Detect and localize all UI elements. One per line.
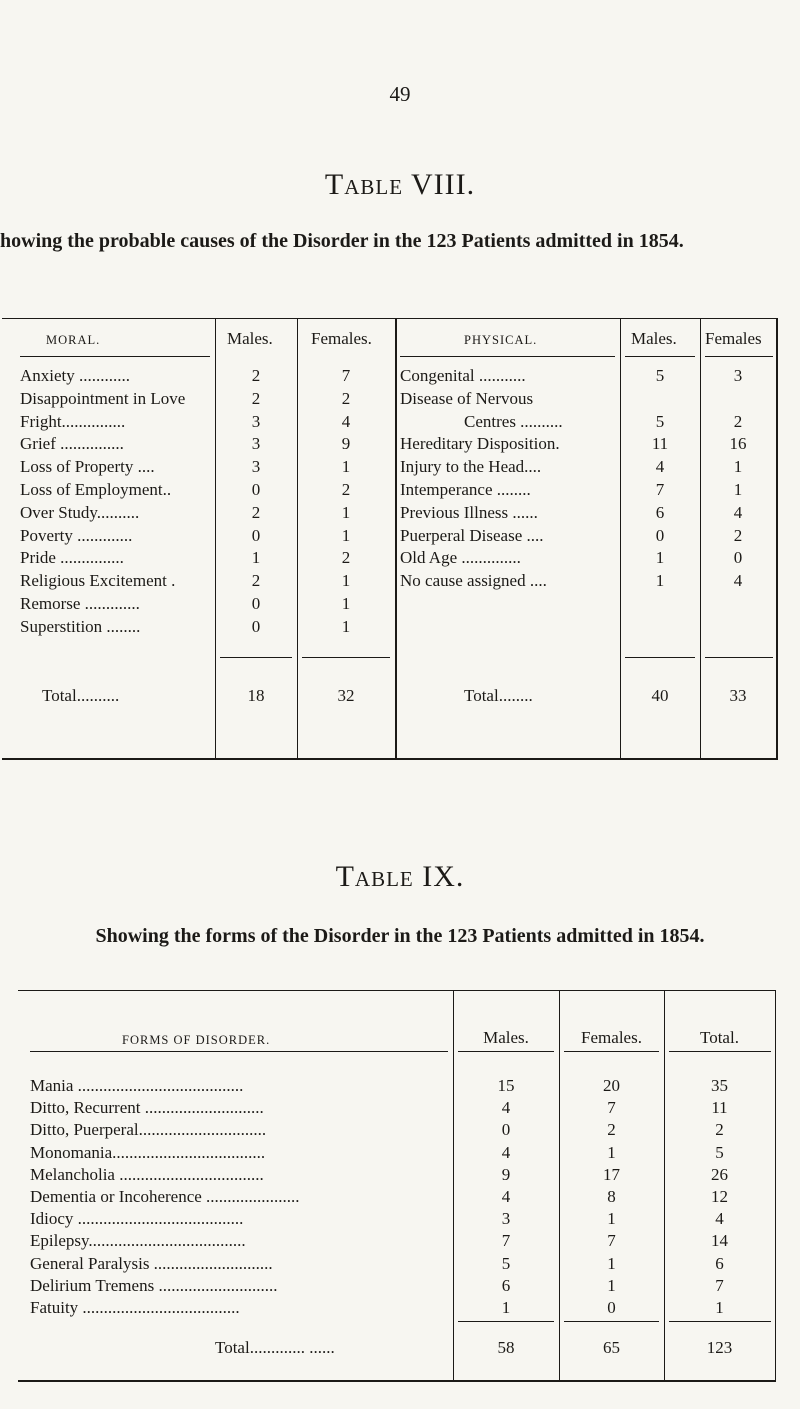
table9-top-rule xyxy=(18,990,776,991)
physical-males: 4 xyxy=(655,457,665,477)
moral-cause: Disappointment in Love xyxy=(20,388,186,408)
physical-cause: Intemperance ........ xyxy=(400,480,531,499)
form-males: 4 xyxy=(501,1142,511,1162)
form-males: 6 xyxy=(501,1275,511,1295)
form-total: 26 xyxy=(711,1164,728,1184)
physical-males: 6 xyxy=(655,502,665,522)
table9-header-rule xyxy=(458,1051,554,1052)
moral-cause: Religious Excitement . xyxy=(20,571,176,591)
physical-females: 16 xyxy=(729,434,747,454)
form-females: 20 xyxy=(603,1076,620,1095)
moral-cause: Anxiety ............ xyxy=(20,366,131,385)
physical-cause: No cause assigned .... xyxy=(400,571,547,591)
form-females: 7 xyxy=(607,1231,616,1251)
moral-males: 3 xyxy=(251,457,261,477)
moral-cause: Loss of Property .... xyxy=(20,457,155,477)
form-name: Dementia or Incoherence ...................... xyxy=(30,1187,300,1206)
physical-males: 5 xyxy=(655,366,665,385)
moral-cause: Loss of Employment.. xyxy=(20,480,172,499)
form-males: 1 xyxy=(501,1298,511,1317)
moral-males: 3 xyxy=(251,411,261,431)
physical-males: 1 xyxy=(655,571,665,591)
moral-females: 1 xyxy=(341,502,351,522)
form-total: 7 xyxy=(715,1275,724,1295)
form-name: Monomania.................................... xyxy=(30,1142,266,1162)
physical-cause: Injury to the Head.... xyxy=(400,457,542,477)
form-females: 1 xyxy=(607,1142,616,1162)
moral-males: 0 xyxy=(251,480,261,499)
form-males: 9 xyxy=(501,1164,511,1184)
form-males: 15 xyxy=(497,1076,515,1095)
physical-males: 5 xyxy=(655,411,665,431)
form-total: 11 xyxy=(711,1098,728,1118)
moral-females: 1 xyxy=(341,457,351,477)
form-females: 17 xyxy=(603,1164,620,1184)
table9-females-header: Females. xyxy=(581,1028,642,1047)
table9-caption: Table IX. xyxy=(335,860,465,893)
table8-bottom-rule xyxy=(2,758,778,760)
forms-total-males: 58 xyxy=(497,1338,515,1357)
physical-cause: Disease of Nervous xyxy=(400,388,534,408)
table8-total-rule xyxy=(705,657,773,658)
forms-total-females: 65 xyxy=(603,1338,620,1357)
moral-cause: Over Study.......... xyxy=(20,502,140,522)
moral-males: 0 xyxy=(251,616,261,636)
form-females: 2 xyxy=(607,1120,616,1140)
moral-cause: Pride ............... xyxy=(20,548,124,568)
form-females: 1 xyxy=(607,1209,616,1229)
table8-divider xyxy=(395,318,397,760)
form-total: 4 xyxy=(715,1209,724,1229)
form-males: 7 xyxy=(501,1231,511,1251)
table8-total-rule xyxy=(220,657,292,658)
moral-males: 0 xyxy=(251,525,261,545)
form-females: 1 xyxy=(607,1253,616,1273)
moral-males: 2 xyxy=(251,502,261,522)
form-males: 4 xyxy=(501,1098,511,1118)
physical-females: 4 xyxy=(733,502,743,522)
moral-females: 1 xyxy=(341,616,351,636)
form-name: Delirium Tremens ............................ xyxy=(30,1275,278,1295)
form-name: Ditto, Recurrent ............................ xyxy=(30,1098,264,1118)
physical-header: PHYSICAL. xyxy=(464,333,538,347)
moral-females: 1 xyxy=(341,571,351,591)
form-total: 12 xyxy=(711,1187,728,1206)
table8-header-rule xyxy=(625,356,695,357)
moral-males: 1 xyxy=(251,548,261,568)
table9-right-rule xyxy=(775,990,776,1382)
table9-bottom-rule xyxy=(18,1380,776,1382)
moral-cause: Superstition ........ xyxy=(20,616,141,636)
table9-total-rule xyxy=(564,1321,659,1322)
moral-males: 3 xyxy=(251,434,261,454)
physical-females: 1 xyxy=(733,457,743,477)
table8 xyxy=(0,300,800,760)
moral-total-females: 32 xyxy=(337,686,355,705)
form-name: Fatuity ..................................... xyxy=(30,1298,240,1317)
physical-total-females: 33 xyxy=(729,686,747,705)
form-name: Idiocy ....................................... xyxy=(30,1209,244,1229)
physical-females: 2 xyxy=(733,525,743,545)
moral-males: 2 xyxy=(251,571,261,591)
physical-males: 7 xyxy=(655,480,665,499)
physical-females: 2 xyxy=(733,411,743,431)
forms-total-total: 123 xyxy=(706,1338,733,1357)
moral-females: 9 xyxy=(341,434,351,454)
form-total: 5 xyxy=(715,1142,724,1162)
table9 xyxy=(0,990,800,1385)
moral-males-header: Males. xyxy=(227,329,273,348)
form-females: 7 xyxy=(607,1098,616,1118)
table9-total-header: Total. xyxy=(700,1028,739,1047)
table8-header-rule xyxy=(400,356,615,357)
form-name: Epilepsy..................................... xyxy=(30,1231,246,1251)
moral-total-label: Total.......... xyxy=(42,686,120,705)
table8-right-rule xyxy=(776,318,778,760)
form-name: Mania ....................................... xyxy=(30,1076,244,1095)
physical-cause: Hereditary Disposition. xyxy=(400,434,560,454)
form-name: Melancholia .................................. xyxy=(30,1164,264,1184)
form-total: 2 xyxy=(715,1120,724,1140)
form-males: 0 xyxy=(501,1120,511,1140)
table9-header-rule xyxy=(30,1051,448,1052)
forms-total-label: Total............. ...... xyxy=(215,1338,335,1357)
table8-top-rule xyxy=(2,318,778,319)
form-females: 8 xyxy=(607,1187,616,1206)
physical-females: 1 xyxy=(733,480,743,499)
moral-females-header: Females. xyxy=(311,329,372,348)
physical-cause: Old Age .............. xyxy=(400,548,521,568)
page-number: 49 xyxy=(389,82,411,106)
physical-females: 3 xyxy=(733,366,743,385)
table9-header-rule xyxy=(669,1051,771,1052)
moral-females: 4 xyxy=(341,411,351,431)
moral-females: 2 xyxy=(341,480,351,499)
moral-females: 1 xyxy=(341,594,351,613)
form-total: 1 xyxy=(715,1298,724,1317)
form-total: 14 xyxy=(711,1231,728,1251)
physical-males: 0 xyxy=(655,525,665,545)
moral-females: 2 xyxy=(341,548,351,568)
physical-females: 4 xyxy=(733,571,743,591)
table9-header-rule xyxy=(564,1051,659,1052)
table9-divider xyxy=(664,990,665,1382)
form-females: 0 xyxy=(607,1298,616,1317)
physical-females: 0 xyxy=(733,548,743,568)
form-males: 3 xyxy=(501,1209,511,1229)
physical-cause: Puerperal Disease .... xyxy=(400,525,544,545)
form-name: Ditto, Puerperal.............................. xyxy=(30,1120,267,1140)
physical-males-header: Males. xyxy=(631,329,677,348)
table9-total-rule xyxy=(669,1321,771,1322)
physical-males: 1 xyxy=(655,548,665,568)
table9-divider xyxy=(453,990,454,1382)
moral-males: 0 xyxy=(251,594,261,613)
table8-subtitle: howing the probable causes of the Disorder in the 123 Patients admitted in 1854. xyxy=(0,230,684,252)
forms-header: FORMS OF DISORDER. xyxy=(122,1033,271,1047)
physical-cause: Previous Illness ...... xyxy=(400,502,538,522)
physical-cause: Centres .......... xyxy=(464,411,563,431)
physical-total-label: Total........ xyxy=(464,686,533,705)
moral-total-males: 18 xyxy=(247,686,265,705)
form-name: General Paralysis ............................ xyxy=(30,1253,273,1273)
moral-females: 1 xyxy=(341,525,351,545)
physical-females-header: Females xyxy=(705,329,762,348)
table9-subtitle: Showing the forms of the Disorder in the 123 Patients admitted in 1854. xyxy=(95,925,705,947)
physical-total-males: 40 xyxy=(651,686,669,705)
table8-caption: Table VIII. xyxy=(324,168,476,201)
moral-males: 2 xyxy=(251,366,261,385)
moral-males: 2 xyxy=(251,388,261,408)
form-males: 5 xyxy=(501,1253,511,1273)
moral-cause: Grief ............... xyxy=(20,434,124,454)
table8-header-rule xyxy=(20,356,210,357)
moral-cause: Fright............... xyxy=(20,411,126,431)
form-females: 1 xyxy=(607,1275,616,1295)
table8-total-rule xyxy=(625,657,695,658)
physical-cause: Congenital ........... xyxy=(400,366,526,385)
form-total: 35 xyxy=(711,1076,728,1095)
form-total: 6 xyxy=(715,1253,724,1273)
table8-total-rule xyxy=(302,657,390,658)
table9-divider xyxy=(559,990,560,1382)
moral-females: 2 xyxy=(341,388,351,408)
moral-header: MORAL. xyxy=(46,333,101,347)
moral-females: 7 xyxy=(341,366,351,385)
physical-males: 11 xyxy=(651,434,669,454)
table8-header-rule xyxy=(705,356,773,357)
table9-total-rule xyxy=(458,1321,554,1322)
moral-cause: Remorse ............. xyxy=(20,594,140,613)
form-males: 4 xyxy=(501,1187,511,1206)
moral-cause: Poverty ............. xyxy=(20,525,133,545)
table9-males-header: Males. xyxy=(483,1028,529,1047)
